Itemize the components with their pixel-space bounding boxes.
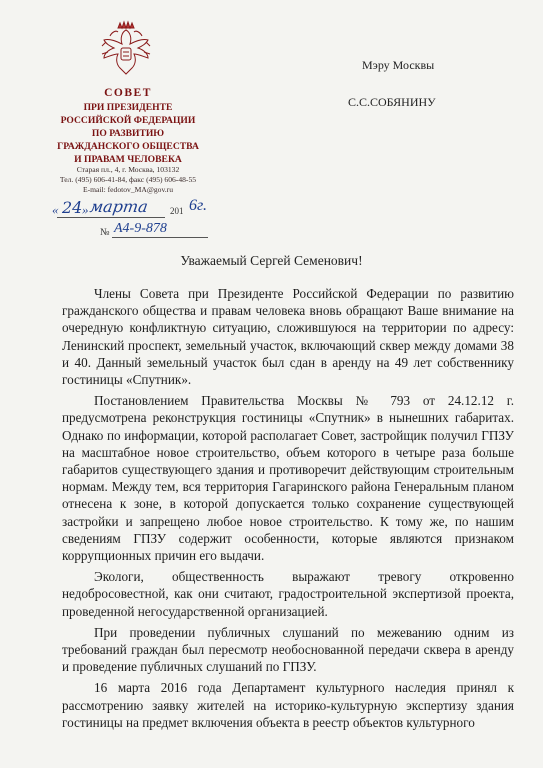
paragraph: Постановлением Правительства Москвы № 793 от 24.12.12 г. предусмотрена реконструкция гостиницы «Спутник» в нынешних габаритах. Однако по информации, которой располагает Совет, застройщик получил ГПЗУ на масштабное новое строительство, объем которого в четыре раза больше габаритов существующего здания и противоречит действующим строительным нормам. Между тем, вся территория Гагаринского района Генеральным планом отнесена к зоне, в которой допускается только сохранение существующей застройки и запрещено любое новое строительство. К тому же, по нашим сведениям ГПЗУ содержит особенности, которые являются признаком коррупционных причин его выдачи. xyxy=(62,393,514,564)
date-quote-close: » xyxy=(82,202,89,217)
recipient-name: С.С.СОБЯНИНУ xyxy=(348,95,436,109)
greeting: Уважаемый Сергей Семенович! xyxy=(180,253,363,268)
org-address: Старая пл., 4, г. Москва, 103132 Тел. (495) 606-41-84, факс (495) 606-48-55 E-mail: fedotov_MA@gov.ru xyxy=(59,165,197,194)
org-subtitle: ПРИ ПРЕЗИДЕНТЕ РОССИЙСКОЙ ФЕДЕРАЦИИ ПО РАЗВИТИЮ ГРАЖДАНСКОГО ОБЩЕСТВА И ПРАВАМ ЧЕЛОВЕКА xyxy=(57,102,199,165)
date-year-suffix: 6г. xyxy=(189,197,208,214)
date-day: 24 xyxy=(62,198,83,217)
paragraph: Экологи, общественность выражают тревогу откровенно недобросовестной, как они считают, градостроительной экспертизой проекта, проведенной негосударственной организацией. xyxy=(62,569,514,619)
recipient-title: Мэру Москвы xyxy=(362,58,435,72)
double-headed-eagle-emblem-icon xyxy=(96,18,156,78)
org-title: СОВЕТ xyxy=(104,87,152,99)
letter-date xyxy=(52,197,222,220)
date-quote-open: « xyxy=(52,202,59,217)
number-prefix: № xyxy=(100,227,110,238)
date-underline xyxy=(57,217,165,218)
letter-number xyxy=(100,223,220,241)
number-underline xyxy=(112,237,208,238)
paragraph: При проведении публичных слушаний по межеванию одним из требований граждан был пересмотр необоснованной передачи сквера в аренду и проведение публичных слушаний по ГПЗУ. xyxy=(62,624,514,675)
date-month: марта xyxy=(88,197,150,216)
organization-name xyxy=(36,87,220,166)
date-year-prefix: 201 xyxy=(170,206,184,216)
paragraph: Члены Совета при Президенте Российской Федерации по развитию гражданского общества и правам человека вновь обращают Ваше внимание на очередную конфликтную ситуацию, сложившуюся на территории по адресу: Ленинский проспект, земельный участок, включающий сквер между домами 38 и 40. Данный земельный участок был сдан в аренду на 49 лет собственнику гостиницы «Спутник». xyxy=(62,286,514,388)
number-value: А4-9-878 xyxy=(114,221,167,236)
paragraph: 16 марта 2016 года Департамент культурного наследия принял к рассмотрению заявку жителей на историко-культурную экспертизу здания гостиницы на предмет включения объекта в реестр объектов культурного xyxy=(62,680,514,730)
letter-body xyxy=(62,285,514,735)
